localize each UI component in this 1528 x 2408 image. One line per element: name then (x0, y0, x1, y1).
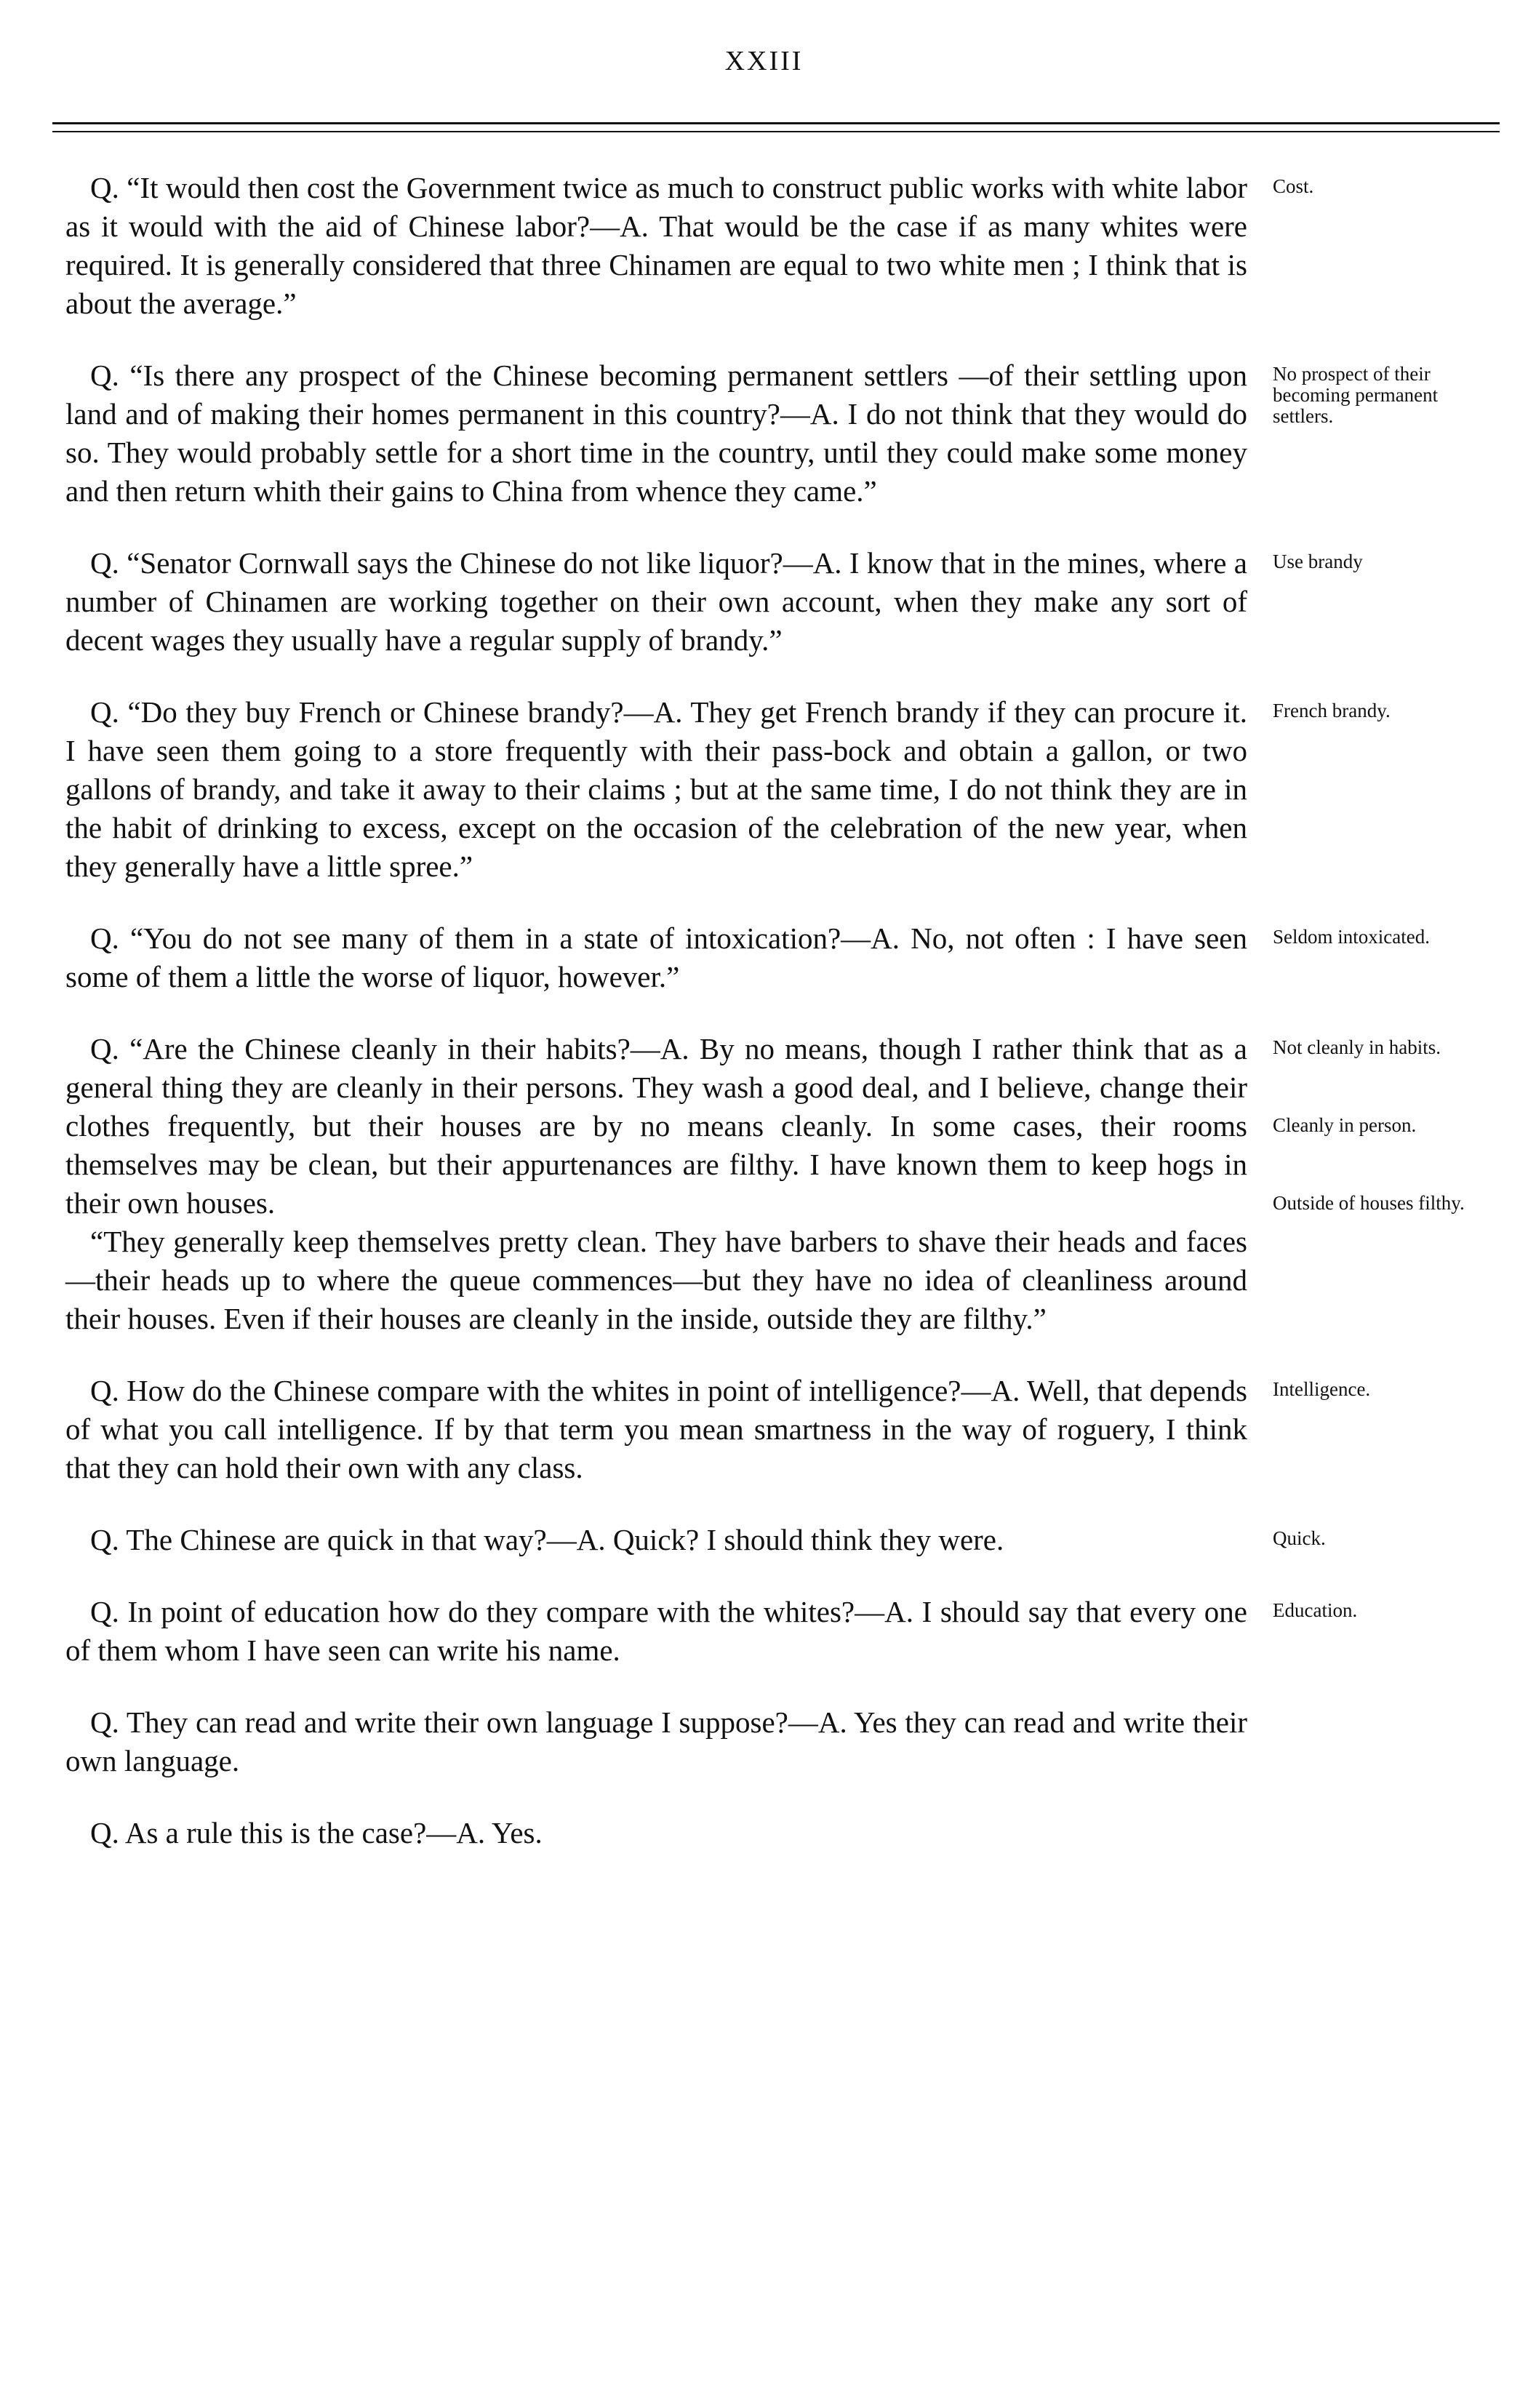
testimony-entry (65, 1521, 1491, 1559)
margin-note: Use brandy (1273, 551, 1363, 572)
entry-text (65, 919, 1247, 996)
margin-notes (1273, 919, 1491, 948)
margin-note: French brandy. (1273, 700, 1391, 721)
margin-notes (1273, 693, 1491, 721)
margin-notes (1273, 1030, 1491, 1214)
entry-text (65, 1703, 1247, 1780)
paragraph: Q. “It would then cost the Government twice as much to construct public works with white labor as it would with the aid of Chinese labor?—A. That would be the case if as many whites were required. It is generally considered that three Chinamen are equal to two white men ; I think that is about the average.” (65, 171, 1247, 320)
margin-notes (1273, 1593, 1491, 1621)
testimony-entry (65, 1703, 1491, 1780)
paragraph: Q. “Is there any prospect of the Chinese becoming permanent settlers —of their settling upon land and of making their homes permanent in this country?—A. I do not think that they would do so. They would probably settle for a short time in the country, until they could make some money and then return whith their gains to China from whence they came.” (65, 359, 1247, 508)
entry-text (65, 1814, 1247, 1852)
testimony-entry (65, 919, 1491, 996)
margin-note: Not cleanly in habits. (1273, 1036, 1441, 1058)
paragraph: Q. “Do they buy French or Chinese brandy?—A. They get French brandy if they can procure it. I have seen them going to a store frequently with their pass-bock and obtain a gallon, or two gallons of brandy, and take it away to their claims ; but at the same time, I do not think they are in the habit of drinking to excess, except on the occasion of the celebration of the new year, when they generally have a little spree.” (65, 695, 1247, 883)
entry-text (65, 1030, 1247, 1338)
margin-note: Seldom intoxicated. (1273, 926, 1430, 948)
margin-note: Education. (1273, 1599, 1358, 1621)
margin-notes (1273, 169, 1491, 197)
paragraph: “They generally keep themselves pretty clean. They have barbers to shave their heads and faces—their heads up to where the queue commences—but they have no idea of cleanliness around their houses. Even if their houses are cleanly in the inside, outside they are filthy.” (65, 1225, 1247, 1335)
entry-text (65, 1372, 1247, 1487)
margin-note: Quick. (1273, 1527, 1326, 1549)
paragraph: Q. “Are the Chinese cleanly in their habits?—A. By no means, though I rather think that as a general thing they are cleanly in their persons. They wash a good deal, and I believe, change their clothes frequently, but their houses are by no means cleanly. In some cases, their rooms themselves may be clean, but their appurtenances are filthy. I have known them to keep hogs in their own houses. (65, 1032, 1247, 1220)
entry-text (65, 1593, 1247, 1670)
testimony-entry (65, 1372, 1491, 1487)
paragraph: Q. “Senator Cornwall says the Chinese do not like liquor?—A. I know that in the mines, where a number of Chinamen are working together on their own account, when they make any sort of decent wages they usually have a regular supply of brandy.” (65, 546, 1247, 657)
testimony-body (65, 169, 1491, 1852)
margin-notes (1273, 544, 1491, 572)
entry-text (65, 356, 1247, 511)
paragraph: Q. In point of education how do they compare with the whites?—A. I should say that every one of them whom I have seen can write his name. (65, 1595, 1247, 1667)
testimony-entry (65, 1814, 1491, 1852)
paragraph: Q. As a rule this is the case?—A. Yes. (90, 1816, 543, 1849)
entry-text (65, 1521, 1247, 1559)
entry-text (65, 169, 1247, 323)
margin-note: Cost. (1273, 175, 1314, 197)
margin-note: Cleanly in person. (1273, 1114, 1417, 1136)
testimony-entry (65, 544, 1491, 660)
margin-notes (1273, 356, 1491, 427)
testimony-entry (65, 693, 1491, 886)
entry-text (65, 544, 1247, 660)
paragraph: Q. They can read and write their own language I suppose?—A. Yes they can read and write their own language. (65, 1705, 1247, 1777)
margin-notes (1273, 1372, 1491, 1400)
paragraph: Q. “You do not see many of them in a state of intoxication?—A. No, not often : I have seen some of them a little the worse of liquor, however.” (65, 921, 1247, 993)
margin-notes (1273, 1521, 1491, 1549)
header-rule (52, 122, 1500, 124)
paragraph: Q. The Chinese are quick in that way?—A. Quick? I should think they were. (90, 1523, 1004, 1556)
paragraph: Q. How do the Chinese compare with the whites in point of intelligence?—A. Well, that depends of what you call intelligence. If by that term you mean smartness in the way of roguery, I think that they can hold their own with any class. (65, 1374, 1247, 1484)
page-number: XXIII (724, 46, 804, 76)
margin-note: Intelligence. (1273, 1378, 1371, 1400)
testimony-entry (65, 1593, 1491, 1670)
testimony-entry (65, 356, 1491, 511)
testimony-entry (65, 169, 1491, 323)
testimony-entry (65, 1030, 1491, 1338)
entry-text (65, 693, 1247, 886)
margin-note: No prospect of their becoming permanent settlers. (1273, 363, 1439, 427)
header-rule-thin (52, 131, 1500, 132)
margin-note: Outside of houses filthy. (1273, 1192, 1465, 1214)
